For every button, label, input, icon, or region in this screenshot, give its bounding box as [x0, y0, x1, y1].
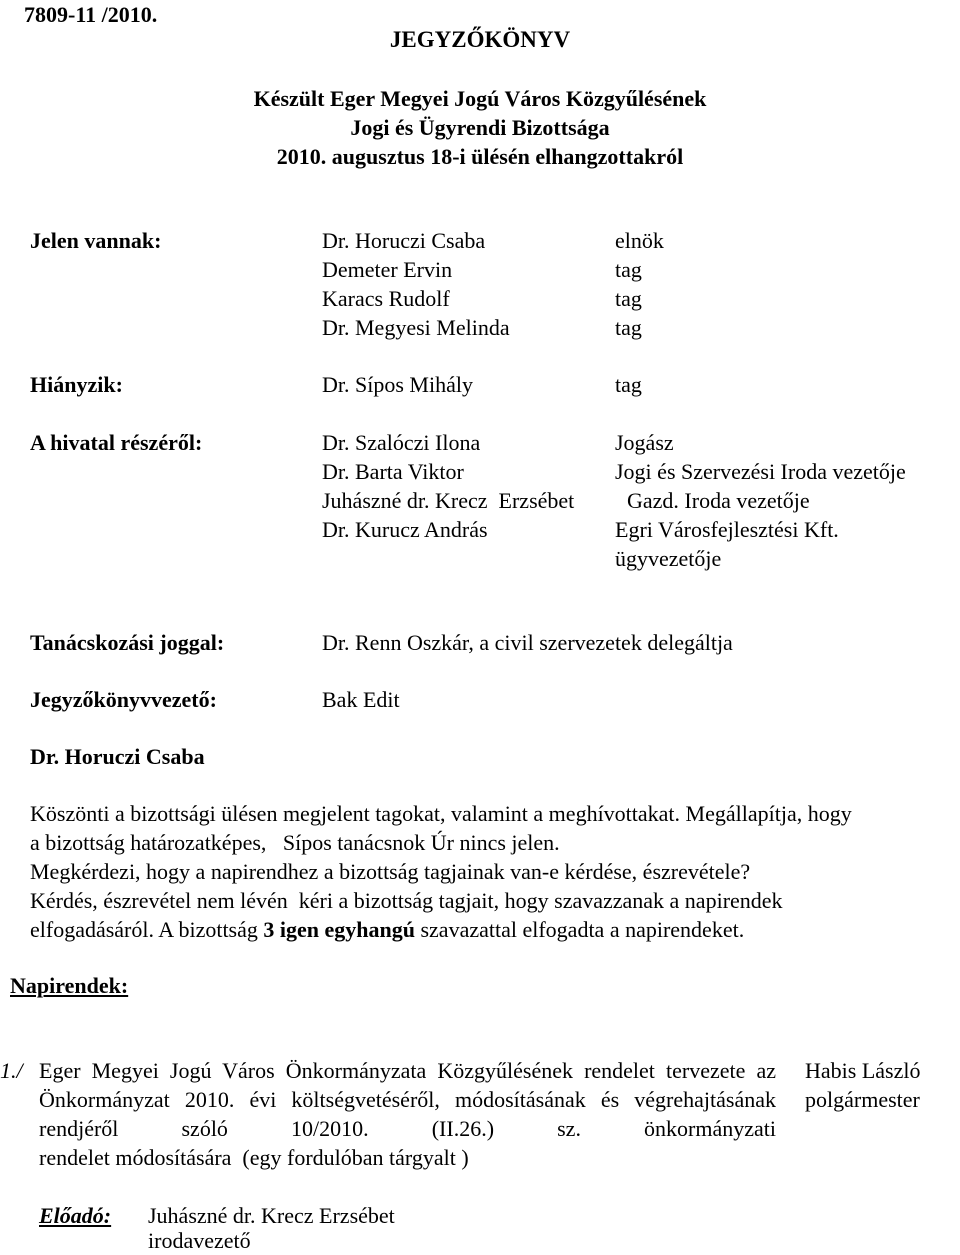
- speaker-name: Dr. Horuczi Csaba: [30, 744, 205, 769]
- present-role: tag: [615, 286, 642, 311]
- speech-line: a bizottság határozatképes, Sípos tanácsnok Úr nincs jelen.: [30, 830, 560, 855]
- advisory-label: Tanácskozási joggal:: [30, 630, 225, 655]
- speech-text: elfogadásáról. A bizottság: [30, 917, 264, 942]
- office-name: Juhászné dr. Krecz Erzsébet: [322, 488, 575, 513]
- absent-name: Dr. Sípos Mihály: [322, 372, 473, 397]
- office-role: Jogi és Szervezési Iroda vezetője: [615, 459, 906, 484]
- subtitle-line-1: Készült Eger Megyei Jogú Város Közgyűlésének: [253, 86, 707, 111]
- office-role: Gazd. Iroda vezetője: [627, 488, 810, 513]
- subtitle-line-2: Jogi és Ügyrendi Bizottsága: [350, 115, 610, 140]
- subtitle-line-3: 2010. augusztus 18-i ülésén elhangzottakról: [276, 144, 684, 169]
- speech-line: [30, 915, 744, 944]
- agenda-heading: Napirendek:: [10, 973, 129, 998]
- office-name: Dr. Szalóczi Ilona: [322, 430, 481, 455]
- agenda-item-body-last: rendelet módosítására (egy fordulóban tárgyalt ): [39, 1145, 469, 1170]
- recorder-value: Bak Edit: [322, 687, 400, 712]
- speech-line: Kérdés, észrevétel nem lévén kéri a bizottság tagjait, hogy szavazzanak a napirendek: [30, 888, 783, 913]
- office-label: A hivatal részéről:: [30, 430, 203, 455]
- speech-line: Megkérdezi, hogy a napirendhez a bizottság tagjainak van-e kérdése, észrevétele?: [30, 859, 751, 884]
- office-role: Egri Városfejlesztési Kft.: [615, 517, 839, 542]
- present-name: Demeter Ervin: [322, 257, 453, 282]
- absent-label: Hiányzik:: [30, 372, 123, 397]
- office-name: Dr. Barta Viktor: [322, 459, 464, 484]
- agenda-item-body: Eger Megyei Jogú Város Önkormányzata Közgyűlésének rendelet tervezete az Önkormányzat 2010. évi költségvetéséről, módosításának és végrehajtásának rendjéről szóló 10/2010. (II.26.) sz. önkormányzati: [39, 1058, 776, 1141]
- present-name: Karacs Rudolf: [322, 286, 450, 311]
- present-role: tag: [615, 257, 642, 282]
- presenter-title: irodavezető: [148, 1228, 251, 1253]
- office-role-continued: ügyvezetője: [615, 546, 722, 571]
- recorder-label: Jegyzőkönyvvezető:: [30, 687, 217, 712]
- agenda-presenter-name: Habis László: [805, 1058, 921, 1083]
- present-label: Jelen vannak:: [30, 228, 162, 253]
- document-number: 7809-11 /2010.: [24, 2, 158, 27]
- presenter-name: Juhászné dr. Krecz Erzsébet: [148, 1203, 395, 1228]
- document-title: JEGYZŐKÖNYV: [389, 27, 571, 52]
- speech-line: Köszönti a bizottsági ülésen megjelent tagokat, valamint a meghívottakat. Megállapítja, hogy: [30, 801, 852, 826]
- present-role: tag: [615, 315, 642, 340]
- present-name: Dr. Megyesi Melinda: [322, 315, 510, 340]
- presenter-label: Előadó:: [39, 1203, 112, 1228]
- advisory-value: Dr. Renn Oszkár, a civil szervezetek delegáltja: [322, 630, 733, 655]
- agenda-item-text: [39, 1056, 776, 1172]
- office-name: Dr. Kurucz András: [322, 517, 488, 542]
- agenda-item-number: 1./: [0, 1058, 23, 1083]
- absent-role: tag: [615, 372, 642, 397]
- present-name: Dr. Horuczi Csaba: [322, 228, 486, 253]
- vote-result: 3 igen egyhangú: [263, 917, 415, 942]
- speech-text: szavazattal elfogadta a napirendeket.: [414, 917, 745, 942]
- office-role: Jogász: [615, 430, 674, 455]
- agenda-presenter-title: polgármester: [805, 1087, 920, 1112]
- present-role: elnök: [615, 228, 664, 253]
